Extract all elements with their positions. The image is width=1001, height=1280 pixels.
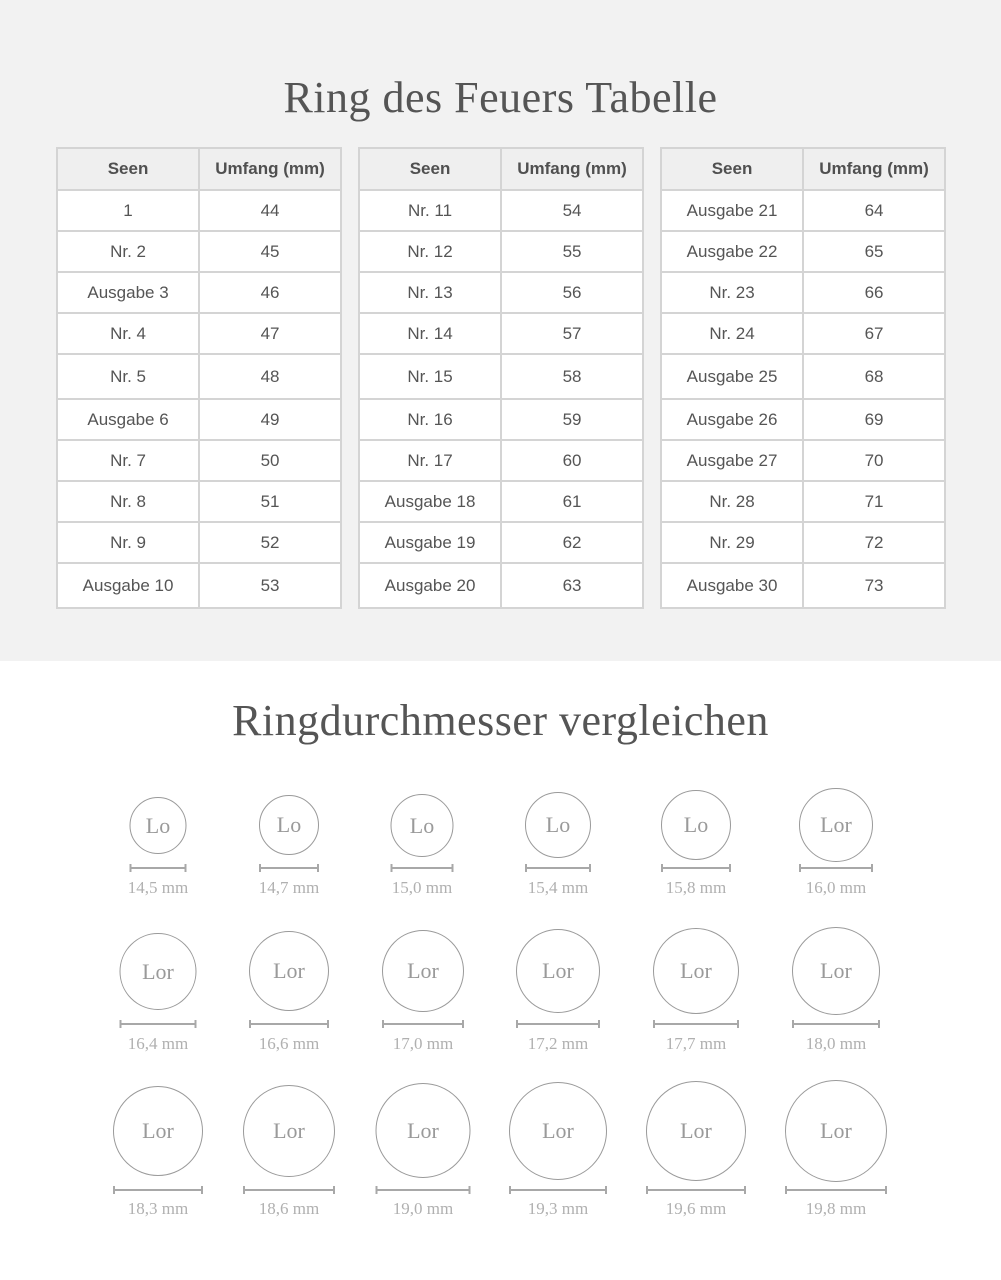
ring-circle-icon: Lo — [259, 795, 319, 855]
cell-seen: Ausgabe 6 — [57, 399, 199, 440]
column-header-umfang: Umfang (mm) — [803, 148, 945, 190]
table-row — [57, 272, 341, 313]
ring-diameter-label: 16,0 mm — [805, 878, 867, 897]
cell-seen: Nr. 12 — [359, 231, 501, 272]
ring-circle-icon: Lor — [653, 928, 739, 1014]
diameter-bar-icon — [661, 867, 731, 869]
table-header-row — [661, 148, 945, 190]
cell-seen: Ausgabe 19 — [359, 522, 501, 563]
diameter-bar-icon — [376, 1189, 471, 1191]
ring-circle-icon: Lor — [243, 1085, 335, 1177]
cell-seen: Nr. 13 — [359, 272, 501, 313]
diameter-bar-icon — [516, 1023, 600, 1025]
cell-seen: Nr. 11 — [359, 190, 501, 231]
cell-seen: Ausgabe 26 — [661, 399, 803, 440]
cell-seen: Ausgabe 3 — [57, 272, 199, 313]
ring-diameter-label: 14,7 mm — [258, 878, 320, 897]
ring-diameter-label: 16,4 mm — [127, 1034, 189, 1053]
table-row — [57, 231, 341, 272]
cell-seen: Ausgabe 30 — [661, 563, 803, 608]
cell-seen: Nr. 29 — [661, 522, 803, 563]
size-table-title: Ring des Feuers Tabelle — [283, 73, 718, 122]
cell-seen: Nr. 9 — [57, 522, 199, 563]
table-row — [661, 313, 945, 354]
table-row — [661, 190, 945, 231]
ring-diameter-label: 17,2 mm — [527, 1034, 589, 1053]
table-row — [359, 440, 643, 481]
cell-seen: Nr. 14 — [359, 313, 501, 354]
diameter-bar-icon — [785, 1189, 887, 1191]
ring-diameter-label: 18,6 mm — [258, 1199, 320, 1218]
table-row — [661, 563, 945, 608]
cell-seen: Nr. 15 — [359, 354, 501, 399]
ring-circle-icon: Lor — [376, 1083, 471, 1178]
diameter-bar-icon — [525, 867, 591, 869]
ring-diameter-label: 19,3 mm — [527, 1199, 589, 1218]
table-row — [359, 481, 643, 522]
cell-seen: Ausgabe 21 — [661, 190, 803, 231]
cell-seen: Nr. 28 — [661, 481, 803, 522]
ring-diameter-label: 15,4 mm — [527, 878, 589, 897]
cell-umfang: 62 — [501, 522, 643, 563]
cell-seen: Ausgabe 20 — [359, 563, 501, 608]
diameter-bar-icon — [249, 1023, 329, 1025]
cell-umfang: 56 — [501, 272, 643, 313]
column-header-seen: Seen — [57, 148, 199, 190]
cell-seen: Nr. 5 — [57, 354, 199, 399]
cell-seen: Nr. 2 — [57, 231, 199, 272]
table-row — [57, 563, 341, 608]
table-row — [359, 563, 643, 608]
table-row — [57, 354, 341, 399]
ring-circle-icon: Lor — [249, 931, 329, 1011]
table-row — [661, 481, 945, 522]
table-row — [57, 313, 341, 354]
cell-umfang: 45 — [199, 231, 341, 272]
column-header-umfang: Umfang (mm) — [199, 148, 341, 190]
diameter-bar-icon — [130, 867, 187, 869]
cell-umfang: 58 — [501, 354, 643, 399]
cell-umfang: 73 — [803, 563, 945, 608]
table-row — [57, 522, 341, 563]
ring-circle-icon: Lo — [391, 794, 454, 857]
ring-diameter-label: 16,6 mm — [258, 1034, 320, 1053]
ring-circle-icon: Lor — [516, 929, 600, 1013]
cell-umfang: 63 — [501, 563, 643, 608]
ring-circle-icon: Lor — [120, 933, 197, 1010]
cell-umfang: 51 — [199, 481, 341, 522]
table-row — [57, 399, 341, 440]
ring-circle-icon: Lo — [130, 797, 187, 854]
size-table-1 — [56, 147, 342, 609]
diameter-bar-icon — [243, 1189, 335, 1191]
size-table-3 — [660, 147, 946, 609]
cell-umfang: 46 — [199, 272, 341, 313]
table-row — [661, 522, 945, 563]
cell-umfang: 55 — [501, 231, 643, 272]
ring-diameter-label: 18,3 mm — [127, 1199, 189, 1218]
table-row — [359, 190, 643, 231]
ring-circle-icon: Lor — [113, 1086, 203, 1176]
cell-seen: Ausgabe 10 — [57, 563, 199, 608]
ring-diameter-label: 19,0 mm — [392, 1199, 454, 1218]
cell-umfang: 70 — [803, 440, 945, 481]
cell-seen: Ausgabe 25 — [661, 354, 803, 399]
ring-diameter-label: 14,5 mm — [127, 878, 189, 897]
cell-umfang: 47 — [199, 313, 341, 354]
cell-umfang: 57 — [501, 313, 643, 354]
table-row — [359, 272, 643, 313]
cell-umfang: 72 — [803, 522, 945, 563]
cell-umfang: 60 — [501, 440, 643, 481]
cell-umfang: 52 — [199, 522, 341, 563]
ring-diameter-label: 15,8 mm — [665, 878, 727, 897]
cell-umfang: 59 — [501, 399, 643, 440]
ring-circle-icon: Lo — [661, 790, 731, 860]
cell-umfang: 67 — [803, 313, 945, 354]
ring-diameter-label: 17,7 mm — [665, 1034, 727, 1053]
cell-umfang: 71 — [803, 481, 945, 522]
cell-seen: Ausgabe 27 — [661, 440, 803, 481]
diameter-bar-icon — [120, 1023, 197, 1025]
ring-diameter-label: 19,8 mm — [805, 1199, 867, 1218]
column-header-seen: Seen — [661, 148, 803, 190]
cell-umfang: 61 — [501, 481, 643, 522]
cell-umfang: 49 — [199, 399, 341, 440]
diameter-bar-icon — [259, 867, 319, 869]
table-header-row — [359, 148, 643, 190]
cell-seen: Nr. 24 — [661, 313, 803, 354]
cell-umfang: 50 — [199, 440, 341, 481]
table-header-row — [57, 148, 341, 190]
ring-circle-icon: Lo — [525, 792, 591, 858]
ring-circle-icon: Lor — [509, 1082, 607, 1180]
cell-seen: Nr. 4 — [57, 313, 199, 354]
cell-seen: Nr. 8 — [57, 481, 199, 522]
column-header-umfang: Umfang (mm) — [501, 148, 643, 190]
cell-umfang: 53 — [199, 563, 341, 608]
cell-seen: 1 — [57, 190, 199, 231]
table-row — [661, 354, 945, 399]
diameter-bar-icon — [792, 1023, 880, 1025]
table-row — [359, 354, 643, 399]
cell-umfang: 54 — [501, 190, 643, 231]
cell-umfang: 44 — [199, 190, 341, 231]
diameter-bar-icon — [113, 1189, 203, 1191]
cell-umfang: 68 — [803, 354, 945, 399]
table-row — [359, 313, 643, 354]
table-row — [661, 440, 945, 481]
table-row — [661, 231, 945, 272]
ring-diameter-label: 18,0 mm — [805, 1034, 867, 1053]
table-row — [359, 522, 643, 563]
table-row — [359, 399, 643, 440]
ring-diameter-label: 15,0 mm — [391, 878, 453, 897]
ring-circle-icon: Lor — [792, 927, 880, 1015]
diameter-bar-icon — [799, 867, 873, 869]
table-row — [57, 440, 341, 481]
ring-diameter-label: 19,6 mm — [665, 1199, 727, 1218]
table-row — [661, 399, 945, 440]
cell-seen: Nr. 23 — [661, 272, 803, 313]
cell-umfang: 64 — [803, 190, 945, 231]
diameter-bar-icon — [382, 1023, 464, 1025]
diameter-section-title: Ringdurchmesser vergleichen — [232, 696, 769, 745]
cell-seen: Nr. 17 — [359, 440, 501, 481]
cell-umfang: 66 — [803, 272, 945, 313]
cell-umfang: 69 — [803, 399, 945, 440]
cell-seen: Nr. 16 — [359, 399, 501, 440]
cell-umfang: 48 — [199, 354, 341, 399]
ring-diameter-label: 17,0 mm — [392, 1034, 454, 1053]
table-row — [661, 272, 945, 313]
ring-circle-icon: Lor — [785, 1080, 887, 1182]
cell-seen: Ausgabe 18 — [359, 481, 501, 522]
table-row — [57, 481, 341, 522]
table-row — [57, 190, 341, 231]
ring-circle-icon: Lor — [646, 1081, 746, 1181]
diameter-bar-icon — [653, 1023, 739, 1025]
diameter-bar-icon — [391, 867, 454, 869]
cell-umfang: 65 — [803, 231, 945, 272]
column-header-seen: Seen — [359, 148, 501, 190]
cell-seen: Ausgabe 22 — [661, 231, 803, 272]
ring-circle-icon: Lor — [799, 788, 873, 862]
diameter-bar-icon — [509, 1189, 607, 1191]
ring-circle-icon: Lor — [382, 930, 464, 1012]
table-row — [359, 231, 643, 272]
size-table-2 — [358, 147, 644, 609]
diameter-bar-icon — [646, 1189, 746, 1191]
cell-seen: Nr. 7 — [57, 440, 199, 481]
